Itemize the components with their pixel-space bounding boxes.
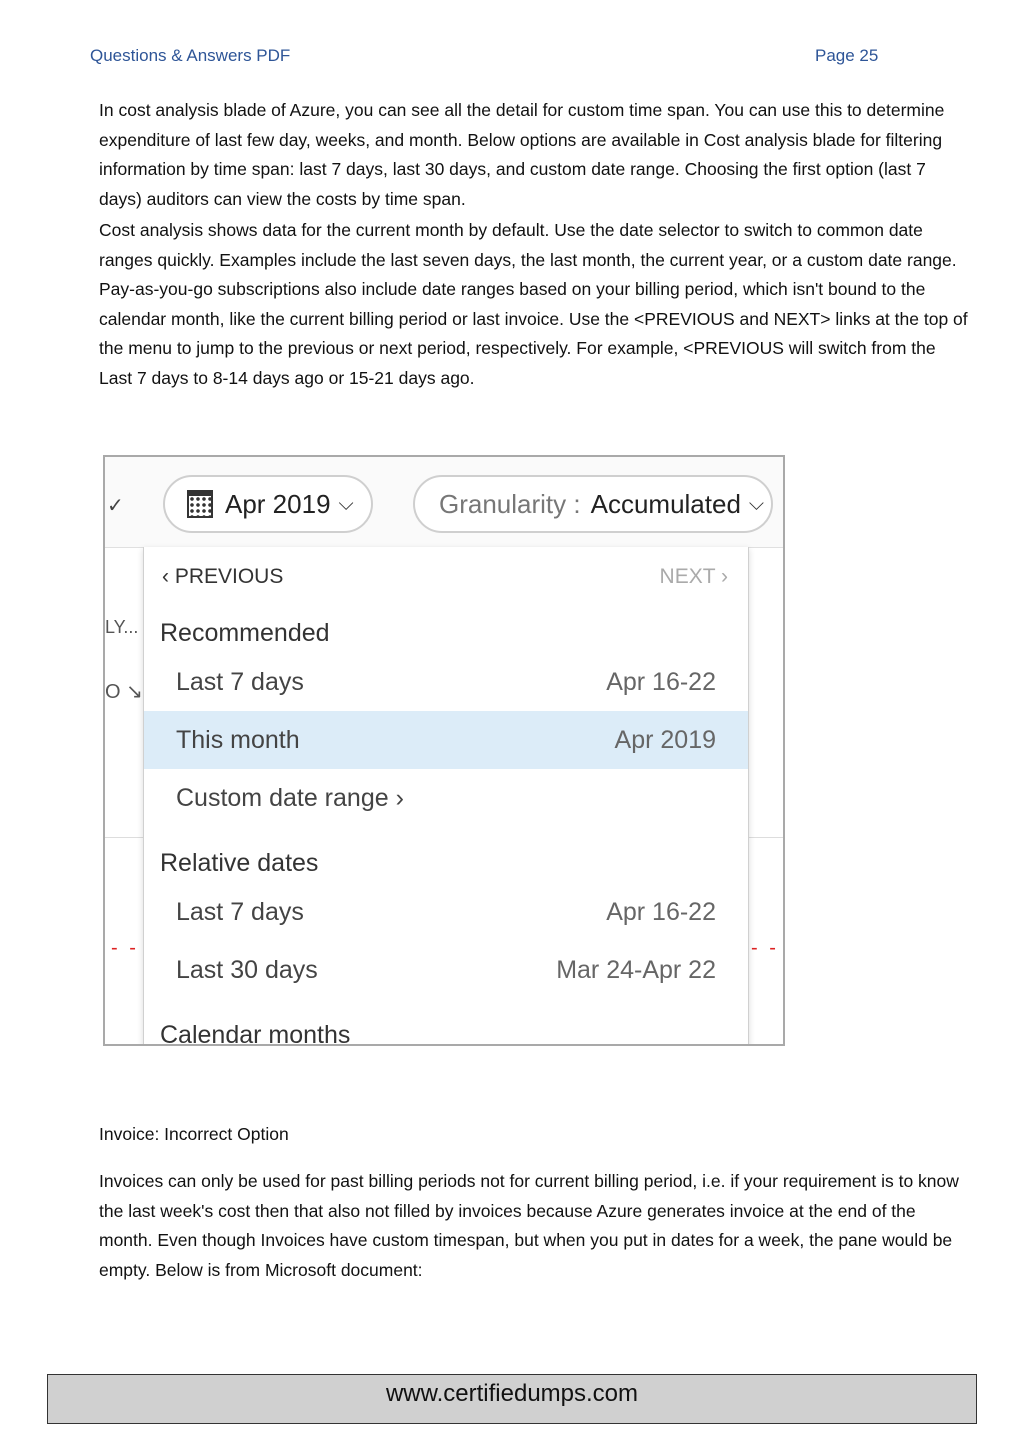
footer-url: www.certifiedumps.com bbox=[47, 1374, 977, 1424]
option-label: Last 7 days bbox=[176, 897, 304, 926]
option-value: Apr 16-22 bbox=[606, 667, 716, 696]
option-last-7-days[interactable] bbox=[144, 653, 748, 711]
budget-line-left: - - bbox=[111, 937, 139, 959]
option-value: Apr 16-22 bbox=[606, 897, 716, 926]
date-range-dropdown bbox=[143, 547, 749, 1046]
option-relative-last-30-days[interactable] bbox=[144, 941, 748, 999]
option-this-month[interactable] bbox=[144, 711, 748, 769]
granularity-button[interactable] bbox=[413, 475, 773, 533]
budget-line-right: - - bbox=[751, 937, 779, 959]
granularity-value: Accumulated bbox=[590, 488, 741, 519]
option-label: Last 7 days bbox=[176, 667, 304, 696]
next-link[interactable]: NEXT › bbox=[659, 565, 728, 588]
option-value: Apr 2019 bbox=[614, 725, 716, 754]
chevron-down-icon: ⌵ bbox=[748, 492, 765, 515]
option-value: Mar 24-Apr 22 bbox=[556, 955, 716, 984]
date-picker-value: Apr 2019 bbox=[225, 488, 331, 519]
invoice-heading: Invoice: Incorrect Option bbox=[99, 1124, 289, 1144]
calendar-icon bbox=[187, 490, 213, 518]
option-relative-last-7-days[interactable] bbox=[144, 883, 748, 941]
header-title: Questions & Answers PDF bbox=[90, 46, 291, 65]
check-icon: ✓ bbox=[107, 495, 124, 517]
granularity-label: Granularity : bbox=[439, 488, 581, 519]
chevron-down-icon: ⌵ bbox=[338, 492, 354, 515]
divider bbox=[105, 837, 143, 838]
relative-dates-heading: Relative dates bbox=[160, 849, 319, 877]
recommended-heading: Recommended bbox=[160, 619, 330, 647]
truncated-label: LY... bbox=[105, 617, 139, 637]
paragraph-cost-analysis: In cost analysis blade of Azure, you can see all the detail for custom time span. You can use this to determine expenditure of last few day, weeks, and month. Below options are available in Cost analysis blade for filtering information by time span: last 7 days, last 30 days, and custom date range. Choosing the first option (last 7 days) auditors can view the costs by time span. bbox=[99, 100, 945, 209]
cost-analysis-screenshot bbox=[103, 455, 785, 1046]
date-picker-button[interactable] bbox=[163, 475, 373, 533]
divider bbox=[747, 837, 785, 838]
option-custom-date-range[interactable] bbox=[144, 769, 748, 827]
toolbar bbox=[105, 457, 783, 548]
option-label: Last 30 days bbox=[176, 955, 318, 984]
truncated-value: O ↘ bbox=[105, 681, 143, 703]
calendar-months-heading: Calendar months bbox=[160, 1021, 351, 1046]
page-number: Page 25 bbox=[815, 46, 879, 65]
option-label: Custom date range › bbox=[176, 783, 404, 812]
paragraph-invoice: Invoices can only be used for past billing periods not for current billing period, i.e. if your requirement is to know the last week's cost then that also not filled by invoices because Azure generates invoice at the end of the month. Even though Invoices have custom timespan, but when you put in dates for a week, the pane would be empty. Below is from Microsoft document: bbox=[99, 1171, 959, 1280]
option-label: This month bbox=[176, 725, 300, 754]
paragraph-date-selector: Cost analysis shows data for the current month by default. Use the date selector to switch to common date ranges quickly. Examples include the last seven days, the last month, the current year, or a custom date range. Pay-as-you-go subscriptions also include date ranges based on your billing period, which isn't bound to the calendar month, like the current billing period or last invoice. Use the <PREVIOUS and NEXT> links at the top of the menu to jump to the previous or next period, respectively. For example, <PREVIOUS will switch from the Last 7 days to 8-14 days ago or 15-21 days ago. bbox=[99, 220, 968, 388]
previous-link[interactable]: ‹ PREVIOUS bbox=[162, 565, 284, 588]
